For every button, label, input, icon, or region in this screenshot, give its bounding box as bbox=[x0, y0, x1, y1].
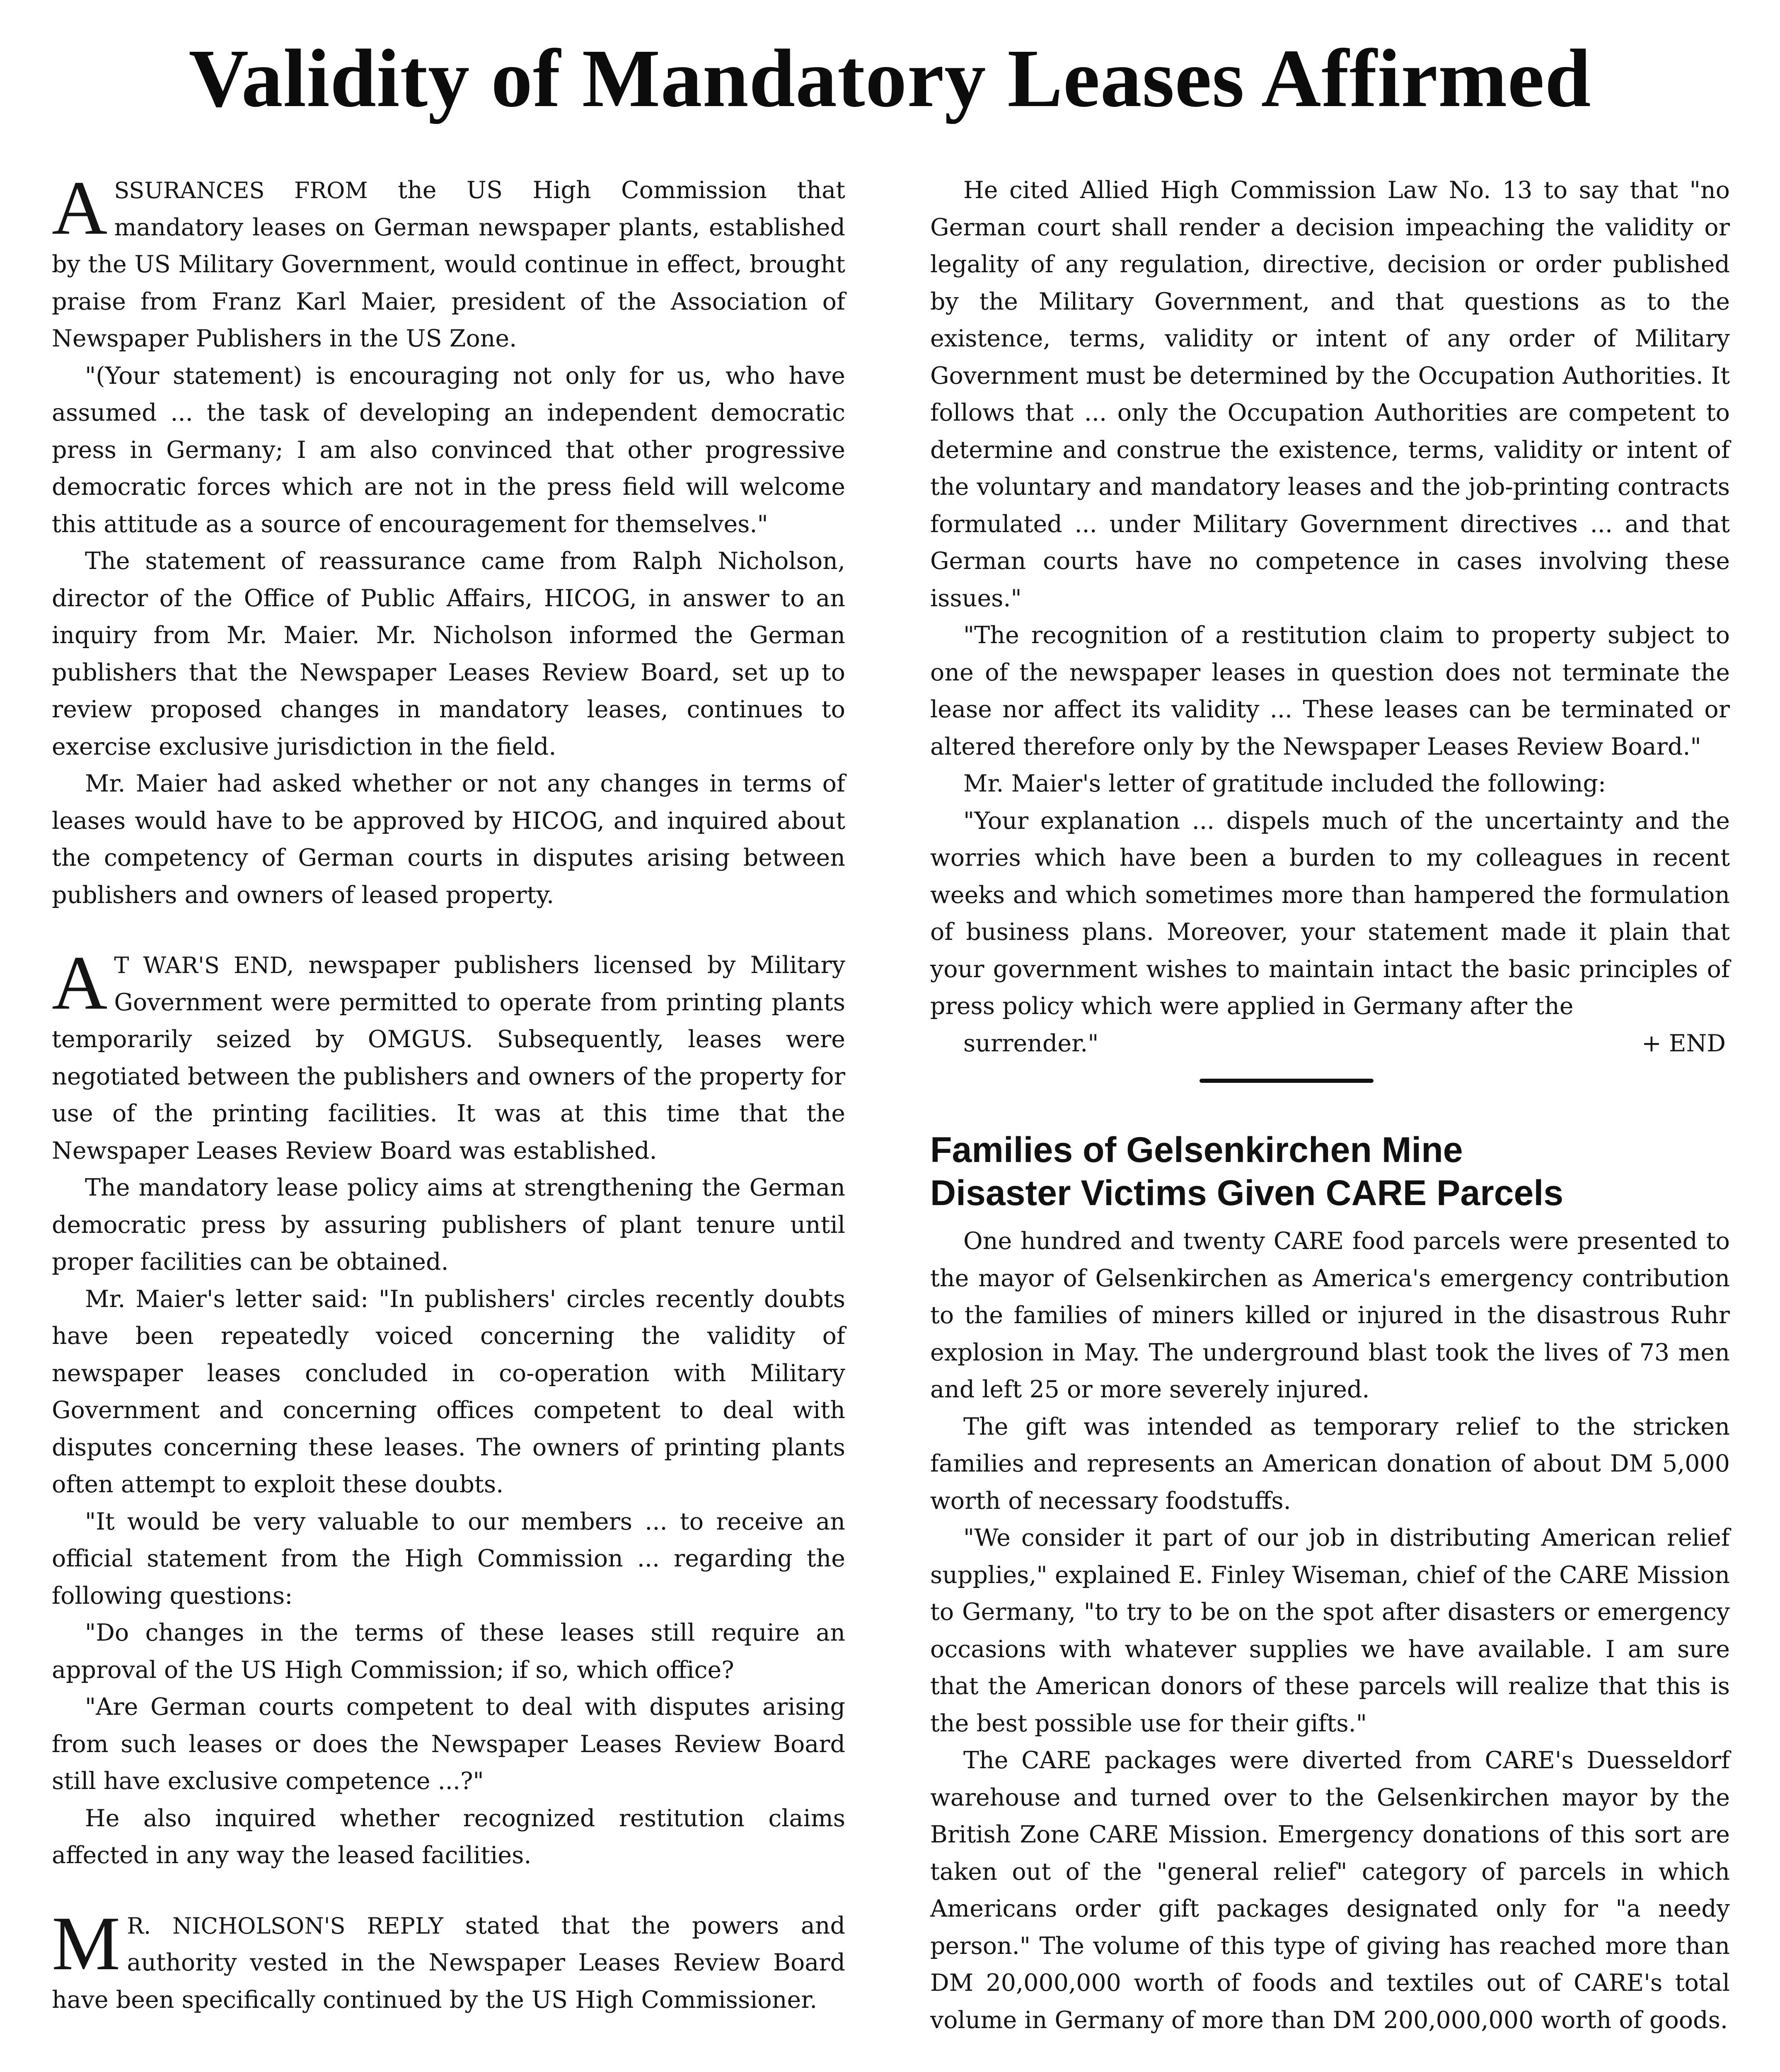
article-paragraph: "(Your statement) is encouraging not only for us, who have assumed ... the task of developing an independent democratic press in Germany; I am also convinced that other progressive democratic forces which are not in the press field will welcome this attitude as a source of encouragement for themselves." bbox=[52, 362, 845, 538]
article-paragraph: "The recognition of a restitution claim to property subject to one of the newspaper leases in question does not terminate the lease nor affect its validity ... These leases can be terminated or altered therefore only by the Newspaper Leases Review Board." bbox=[930, 622, 1730, 760]
lead-in: SSURANCES FROM bbox=[114, 177, 368, 203]
article-paragraph: MR. NICHOLSON'S REPLY stated that the powers and authority vested in the Newspaper Leases Review Board have been specifically continued by the US High Commissioner. bbox=[52, 1900, 845, 2014]
article-paragraph: "Do changes in the terms of these leases still require an approval of the US High Commission; if so, which office? bbox=[52, 1619, 845, 1684]
article-paragraph: ASSURANCES FROM the US High Commission that mandatory leases on German newspaper plants, established by the US Military Government, would continue in effect, brought praise from Franz Karl Maier, president of the Association of Newspaper Publishers in the US Zone. bbox=[52, 165, 845, 352]
lead-in: R. NICHOLSON'S REPLY bbox=[127, 1912, 443, 1939]
drop-cap: A bbox=[52, 940, 108, 1026]
article-paragraph: "Your explanation ... dispels much of the uncertainty and the worries which have been a burden to my colleagues in recent weeks and which sometimes more than hampered the formulation of business plans. Moreover, your statement made it plain that your government wishes to maintain intact the basic principles of press policy which were applied in Germany after the bbox=[930, 807, 1730, 1020]
sidebar-paragraph: "We consider it part of our job in distributing American relief supplies," explained E. Finley Wiseman, chief of the CARE Mission to Germany, "to try to be on the spot after disasters or emergency occasions with whatever supplies we have available. I am sure that the American donors of these parcels will realize that this is the best possible use for their gifts." bbox=[930, 1524, 1730, 1737]
article-paragraph: Mr. Maier's letter of gratitude included the following: bbox=[963, 770, 1606, 797]
section-divider bbox=[1200, 1079, 1374, 1083]
lead-in: T WAR'S END, bbox=[114, 952, 294, 978]
article-paragraph: "It would be very valuable to our members ... to receive an official statement from the High Commission ... regarding the following questions: bbox=[52, 1508, 845, 1610]
article-paragraph: "Are German courts competent to deal with disputes arising from such leases or does the Newspaper Leases Review Board still have exclusive competence ...?" bbox=[52, 1693, 845, 1795]
article-paragraph: AT WAR'S END, newspaper publishers licensed by Military Government were permitted to operate from printing plants temporarily seized by OMGUS. Subsequently, leases were negotiated between the publishers and owners of the property for use of the printing facilities. It was at this time that the Newspaper Leases Review Board was established. bbox=[52, 940, 846, 1164]
drop-cap: A bbox=[52, 165, 108, 251]
article-paragraph: The mandatory lease policy aims at strengthening the German democratic press by assuring publishers of plant tenure until proper facilities can be obtained. bbox=[52, 1174, 845, 1276]
article-ending: surrender." + END bbox=[930, 1025, 1730, 1063]
sidebar-paragraph: The CARE packages were diverted from CARE's Duesseldorf warehouse and turned over to the Gelsenkirchen mayor by the British Zone CARE Mission. Emergency donations of this sort are taken out of the "general relief" category of parcels in which Americans order gift packages designated only for "a needy person." The volume of this type of giving has reached more than DM 20,000,000 worth of foods and textiles out of CARE's total volume in Germany of more than DM 200,000,000 worth of goods. bbox=[930, 1747, 1730, 2034]
end-mark: + END bbox=[1641, 1029, 1726, 1057]
drop-cap: M bbox=[52, 1900, 121, 1986]
article-title: Validity of Mandatory Leases Affirmed bbox=[189, 33, 1591, 124]
article-paragraph: Mr. Maier had asked whether or not any changes in terms of leases would have to be approved by HICOG, and inquired about the competency of German courts in disputes arising between publishers and owners of leased property. bbox=[52, 770, 845, 909]
sidebar-paragraph: The gift was intended as temporary relief to the stricken families and represents an American donation of about DM 5,000 worth of necessary foodstuffs. bbox=[930, 1413, 1730, 1515]
right-column bbox=[930, 172, 1730, 2039]
article-paragraph: The statement of reassurance came from Ralph Nicholson, director of the Office of Public Affairs, HICOG, in answer to an inquiry from Mr. Maier. Mr. Nicholson informed the German publishers that the Newspaper Leases Review Board, set up to review proposed changes in mandatory leases, continues to exercise exclusive jurisdiction in the field. bbox=[52, 547, 845, 760]
article-paragraph: He cited Allied High Commission Law No. 13 to say that "no German court shall render a decision impeaching the validity or legality of any regulation, directive, decision or order published by the Military Government, and that questions as to the existence, terms, validity or intent of any order of Military Government must be determined by the Occupation Authorities. It follows that ... only the Occupation Authorities are competent to determine and construe the existence, terms, validity or intent of the voluntary and mandatory leases and the job-printing contracts formulated ... under Military Government directives ... and that German courts have no competence in cases involving these issues." bbox=[930, 177, 1730, 612]
sidebar-paragraph: One hundred and twenty CARE food parcels were presented to the mayor of Gelsenkirchen as America's emergency contribution to the families of miners killed or injured in the disastrous Ruhr explosion in May. The underground blast took the lives of 73 men and left 25 or more severely injured. bbox=[930, 1227, 1730, 1403]
article-paragraph: He also inquired whether recognized restitution claims affected in any way the leased facilities. bbox=[52, 1804, 845, 1869]
sidebar-headline: Families of Gelsenkirchen Mine Disaster Victims Given CARE Parcels bbox=[930, 1130, 1564, 1213]
left-column bbox=[52, 165, 846, 2019]
article-paragraph: Mr. Maier's letter said: "In publishers' circles recently doubts have been repeatedly voiced concerning the validity of newspaper leases concluded in co-operation with Military Government and concerning offices competent to deal with disputes concerning these leases. The owners of printing plants often attempt to exploit these doubts. bbox=[52, 1285, 845, 1498]
